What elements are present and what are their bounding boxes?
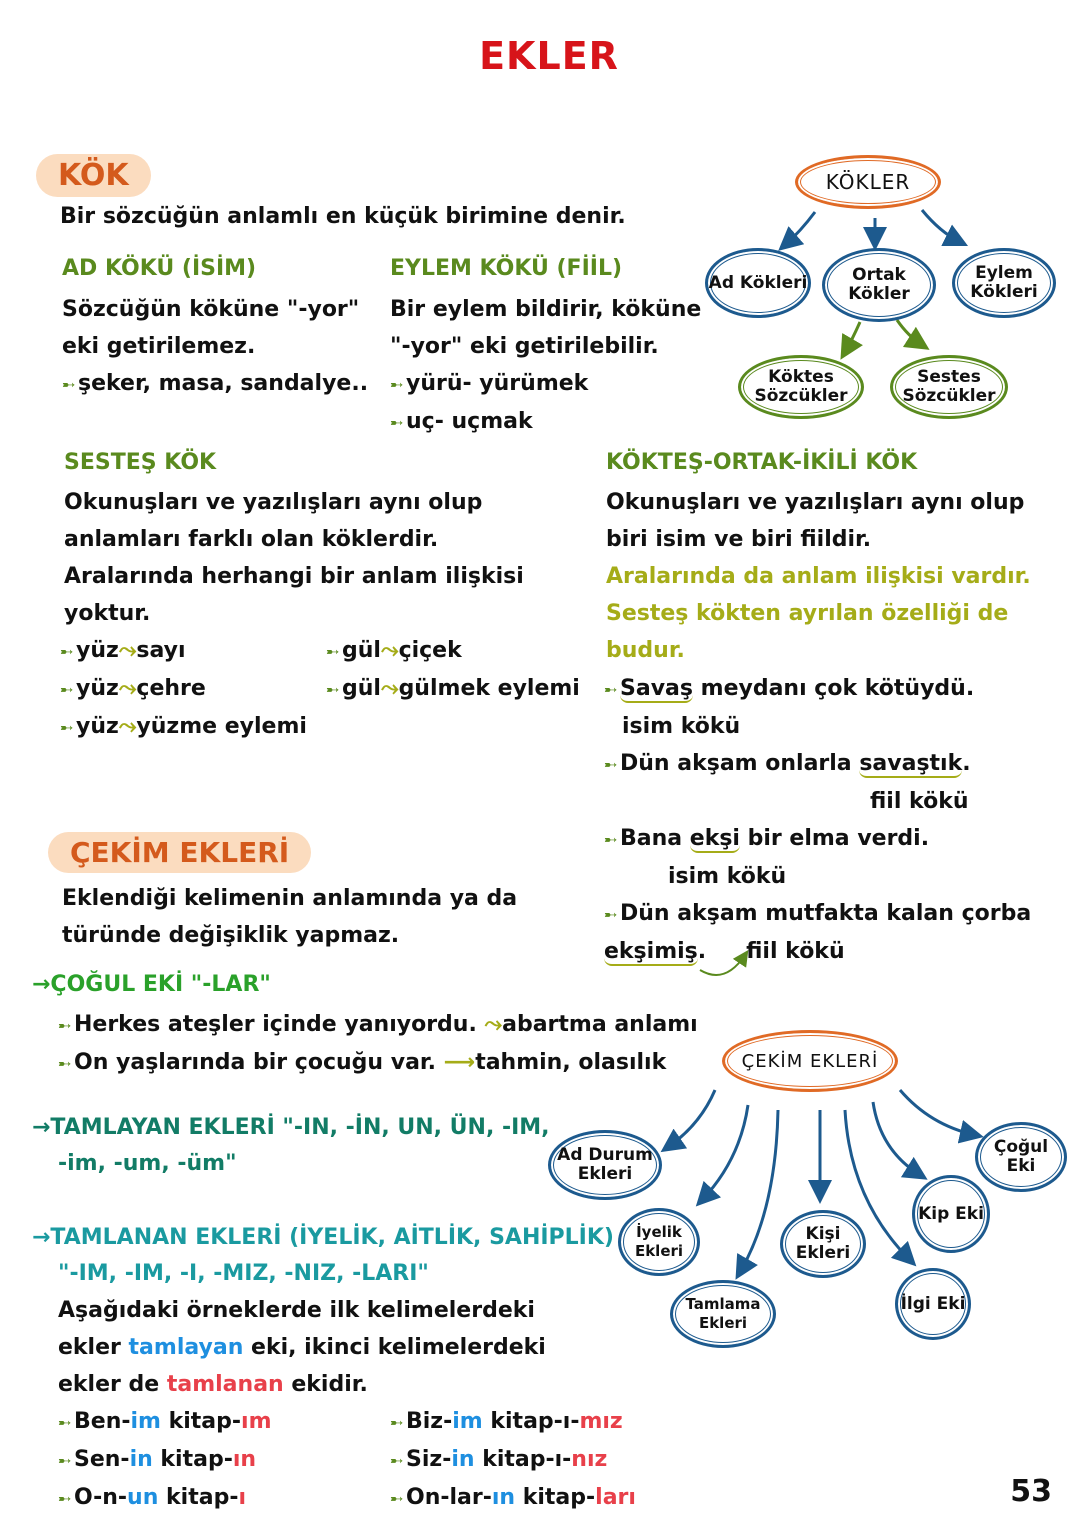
diagram-node-iyelik-ekleri: İyelik Ekleri [618, 1208, 700, 1276]
arrow-icon: ⤳ [380, 676, 399, 701]
koktes-kok-text [606, 484, 1031, 669]
arrow-icon: ⤳ [118, 638, 137, 663]
example-meaning: çiçek [398, 638, 462, 663]
example-note: isim kökü [622, 714, 741, 739]
example-text: Herkes ateşler içinde yanıyordu. [74, 1012, 477, 1037]
example-word: yüz [76, 676, 119, 701]
diagram-node-kip-eki: Kip Eki [912, 1175, 990, 1253]
diagram-node-tamlama-ekleri: Tamlama Ekleri [670, 1280, 776, 1348]
sestes-examples-right [326, 632, 580, 708]
example-note: fiil kökü [870, 789, 969, 814]
mid: kitap- [515, 1485, 596, 1510]
arrow-icon: ⟶ [435, 1050, 476, 1075]
tamlanan-suffix: mız [579, 1409, 623, 1434]
sestes-examples-left [60, 632, 307, 746]
underlined-word: ekşi [689, 826, 740, 851]
text: ekidir. [283, 1372, 368, 1397]
highlight-line: budur. [606, 638, 685, 663]
mid: kitap-ı- [474, 1447, 572, 1472]
text-line: biri isim ve biri fiildir. [606, 527, 872, 552]
tamlayan-suffix: in [451, 1447, 475, 1472]
leaf-bullet-icon: ➸ [390, 1451, 404, 1470]
diagram-node-ad-kokleri: Ad Kökleri [705, 248, 811, 318]
leaf-bullet-icon: ➸ [326, 680, 340, 699]
page-number: 53 [1010, 1474, 1052, 1509]
tamlanan-suffix: nız [571, 1447, 608, 1472]
diagram-node-koktes-sozcukler: Köktes Sözcükler [738, 355, 864, 419]
leaf-bullet-icon: ➸ [60, 680, 74, 699]
mid: kitap- [152, 1447, 233, 1472]
root: Siz- [406, 1447, 452, 1472]
tamlayan-heading [32, 1110, 550, 1182]
text-line: anlamları farklı olan köklerdir. [64, 527, 439, 552]
text-line: eki getirilemez. [62, 334, 256, 359]
leaf-bullet-icon: ➸ [60, 642, 74, 661]
text-line: Bir eylem bildirir, köküne [390, 297, 702, 322]
example-item [604, 895, 1031, 933]
leaf-bullet-icon: ➸ [604, 755, 618, 774]
leaf-bullet-icon: ➸ [60, 718, 74, 737]
tamlanan-suffix: ın [232, 1447, 257, 1472]
page-title: EKLER [479, 34, 619, 78]
sestes-kok-heading: SESTEŞ KÖK [64, 450, 217, 475]
example-text: meydanı çok kötüydü. [692, 676, 975, 701]
arrow-icon: ⤳ [380, 638, 399, 663]
tamlanan-examples-left [58, 1403, 272, 1517]
leaf-bullet-icon: ➸ [58, 1016, 72, 1035]
example-text: şeker, masa, sandalye.. [78, 371, 369, 396]
example-item [390, 1403, 636, 1441]
koktes-kok-heading: KÖKTEŞ-ORTAK-İKİLİ KÖK [606, 450, 918, 475]
text: ekler de [58, 1372, 167, 1397]
leaf-bullet-icon: ➸ [604, 905, 618, 924]
text-line [58, 1366, 546, 1403]
text-line: Okunuşları ve yazılışları aynı olup [64, 490, 483, 515]
tamlanan-suffix: ı [238, 1485, 246, 1510]
tamlanan-heading [32, 1220, 614, 1292]
diagram-node-cogul-eki: Çoğul Eki [975, 1122, 1067, 1192]
eylem-koku-heading: EYLEM KÖKÜ (FİİL) [390, 256, 623, 281]
diagram-node-ad-durum-ekleri: Ad Durum Ekleri [548, 1130, 662, 1200]
example-item [604, 820, 1031, 858]
leaf-bullet-icon: ➸ [58, 1413, 72, 1432]
diagram-node-kisi-ekleri: Kişi Ekleri [780, 1210, 866, 1278]
leaf-bullet-icon: ➸ [58, 1451, 72, 1470]
example-text: Dün akşam mutfakta kalan çorba [620, 901, 1032, 926]
example-text: . [697, 939, 707, 964]
diagram-root-kokler: KÖKLER [795, 155, 941, 209]
text-line [58, 1329, 546, 1366]
tamlayan-word: tamlayan [128, 1335, 244, 1360]
example-word: gül [342, 638, 381, 663]
example-meaning: sayı [136, 638, 186, 663]
example-item [390, 1479, 636, 1517]
tamlanan-examples-right [390, 1403, 636, 1517]
highlight-line: Aralarında da anlam ilişkisi vardır. [606, 564, 1031, 589]
sestes-kok-text [64, 484, 524, 632]
tamlanan-suffix: ım [241, 1409, 272, 1434]
cogul-heading: →ÇOĞUL EKİ "-LAR" [32, 972, 271, 997]
example-meaning: yüzme eylemi [136, 714, 307, 739]
diagram-node-ilgi-eki: İlgi Eki [895, 1268, 971, 1340]
example-item [604, 670, 1031, 708]
underlined-word: Savaş [620, 676, 693, 701]
tamlayan-suffix: ın [491, 1485, 516, 1510]
text-line: yoktur. [64, 601, 151, 626]
example-text: On yaşlarında bir çocuğu var. [74, 1050, 436, 1075]
leaf-bullet-icon: ➸ [326, 642, 340, 661]
example-word: yüz [76, 714, 119, 739]
root: Biz- [406, 1409, 453, 1434]
leaf-bullet-icon: ➸ [604, 680, 618, 699]
example-item [58, 1006, 698, 1044]
example-item [58, 1441, 272, 1479]
text-line: Aralarında herhangi bir anlam ilişkisi [64, 564, 524, 589]
example-meaning: çehre [136, 676, 206, 701]
example-item [60, 670, 307, 708]
arrow-icon: ⤳ [476, 1012, 503, 1037]
text-line: Okunuşları ve yazılışları aynı olup [606, 490, 1025, 515]
tamlanan-text [58, 1292, 546, 1403]
example-item [326, 632, 580, 670]
text-line: "-yor" eki getirilebilir. [390, 334, 659, 359]
underlined-word: savaştık [859, 751, 963, 776]
cogul-examples [58, 1006, 698, 1082]
leaf-bullet-icon: ➸ [390, 375, 404, 394]
example-text: . [962, 751, 971, 776]
example-text: Bana [620, 826, 690, 851]
example-meaning: gülmek eylemi [398, 676, 580, 701]
example-item [604, 933, 1031, 970]
tamlayan-suffix: im [130, 1409, 161, 1434]
heading-line: -im, -um, -üm" [58, 1151, 237, 1176]
diagram-node-sestes-sozcukler: Sestes Sözcükler [890, 355, 1008, 419]
text-line: Aşağıdaki örneklerde ilk kelimelerdeki [58, 1298, 535, 1323]
example-item [326, 670, 580, 708]
tamlanan-word: tamlanan [166, 1372, 284, 1397]
tamlayan-suffix: in [129, 1447, 153, 1472]
example-item [60, 632, 307, 670]
leaf-bullet-icon: ➸ [604, 830, 618, 849]
diagram-node-eylem-kokleri: Eylem Kökleri [952, 248, 1056, 318]
text: ekler [58, 1335, 129, 1360]
example-item [58, 1044, 698, 1082]
arrow-icon: ⤳ [118, 714, 137, 739]
root: On-lar- [406, 1485, 492, 1510]
example-text: yürü- yürümek [406, 371, 589, 396]
tamlayan-suffix: im [452, 1409, 483, 1434]
example-text: Dün akşam onlarla [620, 751, 860, 776]
heading-line: →TAMLANAN EKLERİ (İYELİK, AİTLİK, SAHİPLİK) [32, 1225, 614, 1250]
underlined-word: ekşimiş [604, 939, 698, 964]
example-note: isim kökü [668, 864, 787, 889]
example-meaning: abartma anlamı [502, 1012, 698, 1037]
text: eki, ikinci kelimelerdeki [243, 1335, 546, 1360]
koktes-examples [604, 670, 1031, 970]
ad-koku-heading: AD KÖKÜ (İSİM) [62, 256, 257, 281]
root: Ben- [74, 1409, 131, 1434]
text-line: Sözcüğün köküne "-yor" [62, 297, 360, 322]
highlight-line: Sesteş kökten ayrılan özelliği de [606, 601, 1009, 626]
example-note: fiil kökü [746, 939, 845, 964]
arrow-icon: ⤳ [118, 676, 137, 701]
leaf-bullet-icon: ➸ [390, 1413, 404, 1432]
example-word: yüz [76, 638, 119, 663]
leaf-bullet-icon: ➸ [58, 1489, 72, 1508]
root: Sen- [74, 1447, 130, 1472]
example-text: uç- uçmak [406, 409, 533, 434]
cekim-definition [62, 880, 517, 954]
leaf-bullet-icon: ➸ [62, 375, 76, 394]
leaf-bullet-icon: ➸ [390, 413, 404, 432]
example-item [390, 1441, 636, 1479]
example-text: bir elma verdi. [739, 826, 930, 851]
tamlanan-suffix: ları [595, 1485, 636, 1510]
example-word: gül [342, 676, 381, 701]
diagram-node-ortak-kokler: Ortak Kökler [822, 248, 936, 322]
leaf-bullet-icon: ➸ [390, 1489, 404, 1508]
example-meaning: tahmin, olasılık [475, 1050, 667, 1075]
text-line: Eklendiği kelimenin anlamında ya da [62, 886, 518, 911]
mid: kitap-ı- [482, 1409, 580, 1434]
text-line: türünde değişiklik yapmaz. [62, 923, 400, 948]
section-heading-kok: KÖK [36, 154, 151, 197]
heading-line: "-IM, -IM, -I, -MIZ, -NIZ, -LARI" [58, 1261, 429, 1286]
root: O-n- [74, 1485, 128, 1510]
mid: kitap- [158, 1485, 239, 1510]
diagram-root-cekim-ekleri: ÇEKİM EKLERİ [722, 1030, 898, 1092]
heading-line: →TAMLAYAN EKLERİ "-IN, -İN, UN, ÜN, -IM, [32, 1115, 550, 1140]
leaf-bullet-icon: ➸ [58, 1054, 72, 1073]
tamlayan-suffix: un [127, 1485, 159, 1510]
example-item [604, 745, 1031, 783]
example-item [58, 1479, 272, 1517]
section-heading-cekim: ÇEKİM EKLERİ [48, 832, 311, 873]
example-item [60, 708, 307, 746]
kok-definition: Bir sözcüğün anlamlı en küçük birimine denir. [60, 204, 626, 229]
mid: kitap- [160, 1409, 242, 1434]
example-item [58, 1403, 272, 1441]
